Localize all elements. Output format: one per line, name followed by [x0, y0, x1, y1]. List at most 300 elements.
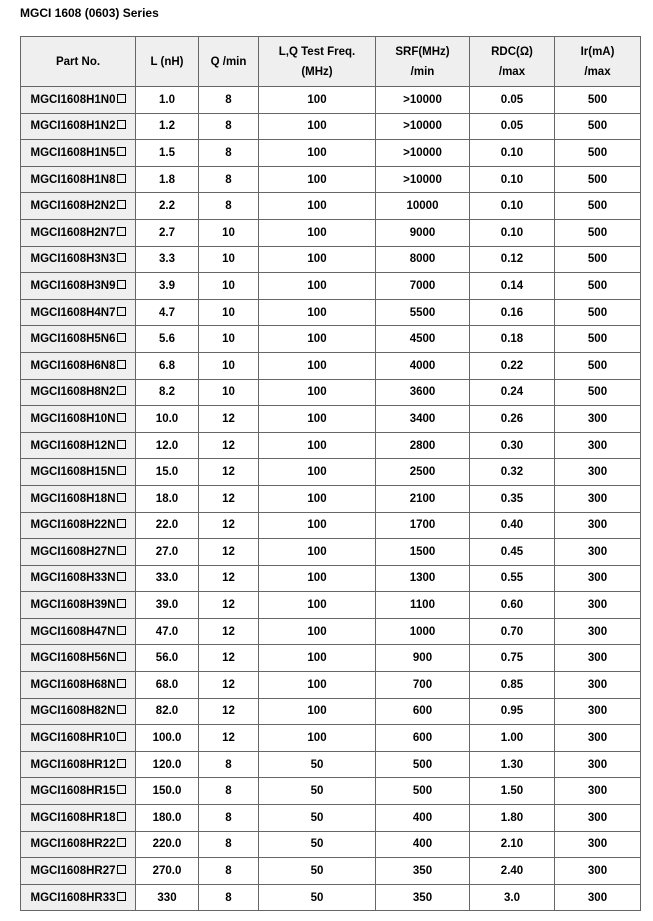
cell-ir: 500	[555, 326, 641, 353]
part-number-text: MGCI1608H82N	[30, 705, 116, 718]
checkbox-square-icon	[117, 812, 126, 821]
cell-rdc: 0.40	[470, 512, 555, 539]
column-header-line1: Q /min	[210, 55, 247, 68]
cell-ir: 300	[555, 539, 641, 566]
checkbox-square-icon	[117, 307, 126, 316]
cell-ir: 500	[555, 193, 641, 220]
table-row	[21, 219, 641, 246]
column-header-srf	[376, 37, 470, 87]
table-row	[21, 672, 641, 699]
cell-inductance: 22.0	[136, 512, 199, 539]
cell-test-freq: 100	[259, 193, 376, 220]
part-number-text: MGCI1608H2N2	[30, 200, 116, 213]
cell-ir: 300	[555, 565, 641, 592]
cell-q-min: 10	[199, 273, 259, 300]
cell-test-freq: 100	[259, 698, 376, 725]
cell-test-freq: 100	[259, 113, 376, 140]
part-number-text: MGCI1608H1N8	[30, 173, 116, 186]
cell-q-min: 12	[199, 645, 259, 672]
cell-rdc: 2.40	[470, 858, 555, 885]
part-number-text: MGCI1608H1N0	[30, 93, 116, 106]
cell-q-min: 8	[199, 193, 259, 220]
cell-rdc: 0.05	[470, 87, 555, 114]
table-row	[21, 406, 641, 433]
cell-rdc: 0.22	[470, 352, 555, 379]
cell-test-freq: 100	[259, 140, 376, 167]
cell-inductance: 18.0	[136, 485, 199, 512]
cell-q-min: 12	[199, 539, 259, 566]
cell-test-freq: 100	[259, 592, 376, 619]
cell-q-min: 8	[199, 751, 259, 778]
cell-test-freq: 100	[259, 672, 376, 699]
cell-inductance: 12.0	[136, 432, 199, 459]
column-header-line2: /min	[410, 65, 435, 78]
cell-srf: 9000	[376, 219, 470, 246]
cell-part-no	[21, 751, 136, 778]
checkbox-square-icon	[117, 413, 126, 422]
part-number-text: MGCI1608H2N7	[30, 226, 116, 239]
cell-inductance: 1.0	[136, 87, 199, 114]
cell-ir: 500	[555, 352, 641, 379]
part-number-text: MGCI1608HR12	[30, 758, 116, 771]
cell-inductance: 39.0	[136, 592, 199, 619]
table-row	[21, 725, 641, 752]
table-row	[21, 645, 641, 672]
cell-ir: 300	[555, 751, 641, 778]
cell-part-no	[21, 166, 136, 193]
cell-q-min: 12	[199, 592, 259, 619]
cell-test-freq: 100	[259, 166, 376, 193]
table-row	[21, 299, 641, 326]
cell-part-no	[21, 246, 136, 273]
cell-test-freq: 100	[259, 273, 376, 300]
checkbox-square-icon	[117, 732, 126, 741]
column-header-line1: Ir(mA)	[580, 45, 615, 58]
cell-q-min: 12	[199, 725, 259, 752]
cell-test-freq: 50	[259, 805, 376, 832]
part-number-text: MGCI1608H10N	[30, 412, 116, 425]
cell-test-freq: 100	[259, 485, 376, 512]
table-row	[21, 459, 641, 486]
cell-q-min: 10	[199, 246, 259, 273]
part-number-text: MGCI1608H15N	[30, 466, 116, 479]
column-header-line1: SRF(MHz)	[395, 45, 450, 58]
part-number-text: MGCI1608H3N9	[30, 279, 116, 292]
checkbox-square-icon	[117, 147, 126, 156]
cell-ir: 300	[555, 459, 641, 486]
checkbox-square-icon	[117, 94, 126, 103]
cell-q-min: 10	[199, 219, 259, 246]
cell-test-freq: 100	[259, 246, 376, 273]
part-number-text: MGCI1608H5N6	[30, 333, 116, 346]
column-header-q-min	[199, 37, 259, 87]
cell-part-no	[21, 406, 136, 433]
table-row	[21, 592, 641, 619]
checkbox-square-icon	[117, 572, 126, 581]
cell-part-no	[21, 831, 136, 858]
checkbox-square-icon	[117, 227, 126, 236]
cell-inductance: 10.0	[136, 406, 199, 433]
table-row	[21, 432, 641, 459]
cell-inductance: 270.0	[136, 858, 199, 885]
cell-inductance: 2.7	[136, 219, 199, 246]
cell-srf: >10000	[376, 87, 470, 114]
part-number-text: MGCI1608H22N	[30, 519, 116, 532]
cell-test-freq: 100	[259, 326, 376, 353]
cell-rdc: 0.60	[470, 592, 555, 619]
cell-part-no	[21, 884, 136, 911]
part-number-text: MGCI1608HR33	[30, 891, 116, 904]
cell-inductance: 220.0	[136, 831, 199, 858]
cell-part-no	[21, 140, 136, 167]
checkbox-square-icon	[117, 626, 126, 635]
cell-inductance: 8.2	[136, 379, 199, 406]
cell-rdc: 0.14	[470, 273, 555, 300]
cell-inductance: 33.0	[136, 565, 199, 592]
cell-test-freq: 50	[259, 778, 376, 805]
checkbox-square-icon	[117, 280, 126, 289]
cell-test-freq: 100	[259, 725, 376, 752]
checkbox-square-icon	[117, 865, 126, 874]
cell-rdc: 0.12	[470, 246, 555, 273]
cell-test-freq: 100	[259, 432, 376, 459]
checkbox-square-icon	[117, 599, 126, 608]
column-header-line2: (MHz)	[301, 65, 333, 78]
cell-rdc: 0.95	[470, 698, 555, 725]
cell-test-freq: 50	[259, 884, 376, 911]
part-number-text: MGCI1608H6N8	[30, 359, 116, 372]
checkbox-square-icon	[117, 360, 126, 369]
part-number-text: MGCI1608H47N	[30, 625, 116, 638]
cell-part-no	[21, 725, 136, 752]
cell-srf: 500	[376, 751, 470, 778]
cell-part-no	[21, 539, 136, 566]
cell-test-freq: 100	[259, 645, 376, 672]
cell-ir: 300	[555, 592, 641, 619]
table-row	[21, 751, 641, 778]
cell-srf: 3400	[376, 406, 470, 433]
column-header-part-no	[21, 37, 136, 87]
cell-test-freq: 100	[259, 219, 376, 246]
cell-srf: 2800	[376, 432, 470, 459]
cell-rdc: 0.85	[470, 672, 555, 699]
table-row	[21, 193, 641, 220]
cell-q-min: 12	[199, 432, 259, 459]
cell-inductance: 5.6	[136, 326, 199, 353]
cell-rdc: 0.24	[470, 379, 555, 406]
table-row	[21, 698, 641, 725]
cell-inductance: 68.0	[136, 672, 199, 699]
cell-rdc: 1.50	[470, 778, 555, 805]
cell-inductance: 330	[136, 884, 199, 911]
cell-ir: 300	[555, 485, 641, 512]
cell-part-no	[21, 805, 136, 832]
cell-rdc: 3.0	[470, 884, 555, 911]
cell-srf: 1700	[376, 512, 470, 539]
table-row	[21, 273, 641, 300]
column-header-test-freq	[259, 37, 376, 87]
cell-inductance: 3.9	[136, 273, 199, 300]
cell-ir: 500	[555, 219, 641, 246]
part-number-text: MGCI1608HR22	[30, 838, 116, 851]
cell-ir: 300	[555, 884, 641, 911]
cell-q-min: 12	[199, 618, 259, 645]
cell-q-min: 10	[199, 379, 259, 406]
cell-q-min: 8	[199, 884, 259, 911]
table-row	[21, 485, 641, 512]
cell-srf: >10000	[376, 140, 470, 167]
cell-srf: 900	[376, 645, 470, 672]
cell-part-no	[21, 778, 136, 805]
cell-ir: 300	[555, 512, 641, 539]
table-body	[21, 87, 641, 911]
cell-part-no	[21, 379, 136, 406]
cell-test-freq: 100	[259, 512, 376, 539]
cell-inductance: 15.0	[136, 459, 199, 486]
cell-ir: 500	[555, 140, 641, 167]
cell-ir: 300	[555, 645, 641, 672]
cell-test-freq: 100	[259, 459, 376, 486]
column-header-inductance	[136, 37, 199, 87]
cell-part-no	[21, 618, 136, 645]
cell-part-no	[21, 858, 136, 885]
cell-inductance: 1.2	[136, 113, 199, 140]
cell-part-no	[21, 698, 136, 725]
cell-q-min: 10	[199, 299, 259, 326]
cell-ir: 300	[555, 778, 641, 805]
cell-ir: 300	[555, 406, 641, 433]
checkbox-square-icon	[117, 493, 126, 502]
cell-q-min: 8	[199, 831, 259, 858]
checkbox-square-icon	[117, 200, 126, 209]
cell-part-no	[21, 113, 136, 140]
cell-ir: 500	[555, 246, 641, 273]
column-header-ir	[555, 37, 641, 87]
cell-test-freq: 50	[259, 751, 376, 778]
cell-rdc: 0.10	[470, 193, 555, 220]
checkbox-square-icon	[117, 838, 126, 847]
cell-ir: 300	[555, 858, 641, 885]
cell-inductance: 150.0	[136, 778, 199, 805]
cell-ir: 300	[555, 831, 641, 858]
cell-inductance: 100.0	[136, 725, 199, 752]
cell-ir: 500	[555, 273, 641, 300]
checkbox-square-icon	[117, 466, 126, 475]
cell-srf: 1300	[376, 565, 470, 592]
cell-test-freq: 50	[259, 831, 376, 858]
cell-ir: 500	[555, 113, 641, 140]
part-number-text: MGCI1608H12N	[30, 439, 116, 452]
table-row	[21, 166, 641, 193]
cell-q-min: 12	[199, 512, 259, 539]
cell-rdc: 0.55	[470, 565, 555, 592]
cell-test-freq: 100	[259, 379, 376, 406]
cell-test-freq: 100	[259, 406, 376, 433]
spec-table	[20, 36, 641, 911]
cell-srf: 10000	[376, 193, 470, 220]
cell-part-no	[21, 299, 136, 326]
table-row	[21, 618, 641, 645]
cell-part-no	[21, 565, 136, 592]
cell-srf: 2100	[376, 485, 470, 512]
cell-srf: 1500	[376, 539, 470, 566]
header-row	[21, 37, 641, 87]
cell-inductance: 1.8	[136, 166, 199, 193]
cell-part-no	[21, 87, 136, 114]
cell-ir: 300	[555, 725, 641, 752]
cell-rdc: 0.35	[470, 485, 555, 512]
checkbox-square-icon	[117, 705, 126, 714]
cell-srf: 350	[376, 858, 470, 885]
cell-inductance: 6.8	[136, 352, 199, 379]
part-number-text: MGCI1608H8N2	[30, 386, 116, 399]
cell-inductance: 82.0	[136, 698, 199, 725]
cell-rdc: 0.45	[470, 539, 555, 566]
column-header-line1: L (nH)	[150, 55, 184, 68]
cell-part-no	[21, 352, 136, 379]
cell-srf: 5500	[376, 299, 470, 326]
page-title: MGCI 1608 (0603) Series	[20, 6, 159, 20]
table-row	[21, 565, 641, 592]
cell-q-min: 12	[199, 672, 259, 699]
cell-part-no	[21, 485, 136, 512]
cell-srf: 8000	[376, 246, 470, 273]
cell-part-no	[21, 645, 136, 672]
checkbox-square-icon	[117, 333, 126, 342]
cell-srf: 350	[376, 884, 470, 911]
cell-inductance: 1.5	[136, 140, 199, 167]
part-number-text: MGCI1608H39N	[30, 599, 116, 612]
column-header-rdc	[470, 37, 555, 87]
part-number-text: MGCI1608H68N	[30, 678, 116, 691]
cell-rdc: 0.10	[470, 166, 555, 193]
cell-srf: 600	[376, 725, 470, 752]
cell-q-min: 12	[199, 459, 259, 486]
cell-part-no	[21, 273, 136, 300]
checkbox-square-icon	[117, 174, 126, 183]
cell-q-min: 12	[199, 485, 259, 512]
cell-srf: 2500	[376, 459, 470, 486]
column-header-line1: RDC(Ω)	[491, 45, 533, 58]
cell-rdc: 0.26	[470, 406, 555, 433]
checkbox-square-icon	[117, 519, 126, 528]
cell-rdc: 0.18	[470, 326, 555, 353]
cell-inductance: 56.0	[136, 645, 199, 672]
cell-srf: 700	[376, 672, 470, 699]
cell-q-min: 8	[199, 113, 259, 140]
checkbox-square-icon	[117, 759, 126, 768]
cell-inductance: 47.0	[136, 618, 199, 645]
table-row	[21, 778, 641, 805]
cell-rdc: 0.16	[470, 299, 555, 326]
cell-srf: 4000	[376, 352, 470, 379]
part-number-text: MGCI1608HR18	[30, 811, 116, 824]
table-header	[21, 37, 641, 87]
cell-srf: 1000	[376, 618, 470, 645]
cell-rdc: 0.10	[470, 140, 555, 167]
column-header-line2: /max	[498, 65, 526, 78]
cell-test-freq: 100	[259, 539, 376, 566]
cell-srf: >10000	[376, 113, 470, 140]
cell-srf: >10000	[376, 166, 470, 193]
part-number-text: MGCI1608H56N	[30, 652, 116, 665]
cell-rdc: 0.70	[470, 618, 555, 645]
cell-part-no	[21, 326, 136, 353]
part-number-text: MGCI1608H1N2	[30, 120, 116, 133]
table-row	[21, 246, 641, 273]
cell-test-freq: 50	[259, 858, 376, 885]
cell-ir: 300	[555, 672, 641, 699]
cell-test-freq: 100	[259, 299, 376, 326]
part-number-text: MGCI1608HR15	[30, 785, 116, 798]
part-number-text: MGCI1608H4N7	[30, 306, 116, 319]
cell-ir: 500	[555, 87, 641, 114]
cell-inductance: 4.7	[136, 299, 199, 326]
column-header-line1: L,Q Test Freq.	[278, 45, 356, 58]
part-number-text: MGCI1608HR10	[30, 732, 116, 745]
cell-part-no	[21, 193, 136, 220]
cell-rdc: 0.10	[470, 219, 555, 246]
cell-inductance: 27.0	[136, 539, 199, 566]
cell-q-min: 8	[199, 140, 259, 167]
cell-ir: 500	[555, 299, 641, 326]
checkbox-square-icon	[117, 253, 126, 262]
cell-inductance: 2.2	[136, 193, 199, 220]
cell-rdc: 0.30	[470, 432, 555, 459]
cell-part-no	[21, 432, 136, 459]
cell-inductance: 120.0	[136, 751, 199, 778]
cell-q-min: 10	[199, 352, 259, 379]
cell-q-min: 8	[199, 778, 259, 805]
cell-part-no	[21, 459, 136, 486]
cell-q-min: 8	[199, 858, 259, 885]
table-row	[21, 326, 641, 353]
cell-srf: 7000	[376, 273, 470, 300]
table-row	[21, 113, 641, 140]
cell-test-freq: 100	[259, 352, 376, 379]
cell-q-min: 12	[199, 698, 259, 725]
cell-test-freq: 100	[259, 565, 376, 592]
cell-srf: 4500	[376, 326, 470, 353]
part-number-text: MGCI1608H27N	[30, 545, 116, 558]
table-row	[21, 858, 641, 885]
cell-rdc: 2.10	[470, 831, 555, 858]
part-number-text: MGCI1608H1N5	[30, 146, 116, 159]
cell-test-freq: 100	[259, 87, 376, 114]
cell-ir: 300	[555, 432, 641, 459]
table-row	[21, 884, 641, 911]
cell-inductance: 3.3	[136, 246, 199, 273]
cell-part-no	[21, 512, 136, 539]
cell-test-freq: 100	[259, 618, 376, 645]
cell-q-min: 8	[199, 805, 259, 832]
column-header-line2: /max	[584, 65, 611, 78]
cell-q-min: 12	[199, 565, 259, 592]
cell-rdc: 1.00	[470, 725, 555, 752]
part-number-text: MGCI1608HR27	[30, 865, 116, 878]
cell-srf: 1100	[376, 592, 470, 619]
cell-part-no	[21, 219, 136, 246]
cell-part-no	[21, 592, 136, 619]
part-number-text: MGCI1608H33N	[30, 572, 116, 585]
cell-ir: 300	[555, 618, 641, 645]
part-number-text: MGCI1608H3N3	[30, 253, 116, 266]
cell-ir: 300	[555, 698, 641, 725]
checkbox-square-icon	[117, 892, 126, 901]
cell-q-min: 8	[199, 166, 259, 193]
cell-q-min: 12	[199, 406, 259, 433]
cell-srf: 400	[376, 805, 470, 832]
